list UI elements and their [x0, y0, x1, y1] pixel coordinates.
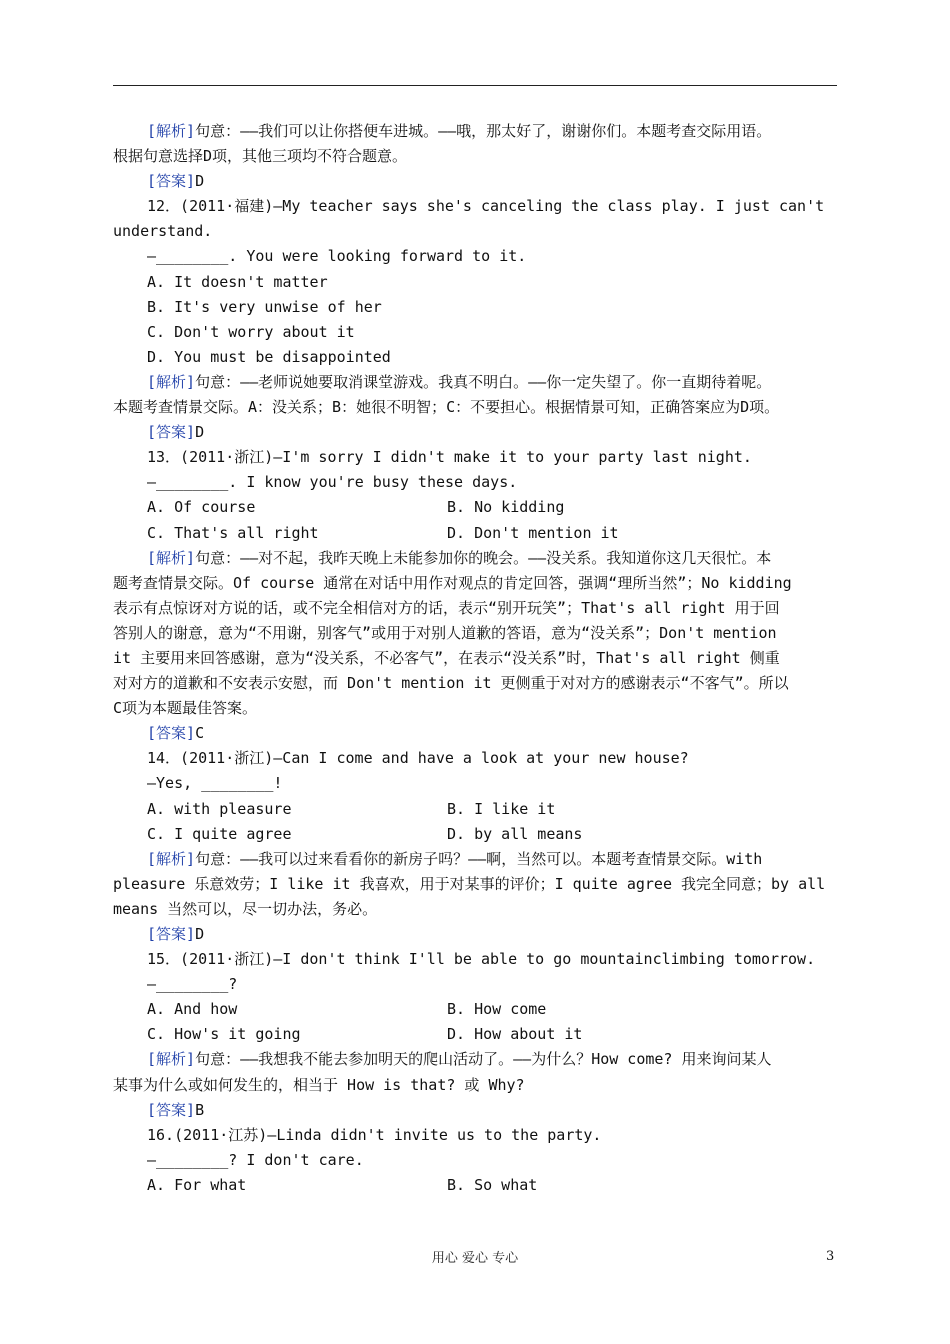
question-stem: 12．(2011·福建)—My teacher says she's canceling the class play. I just can't [147, 197, 825, 216]
question-stem: —Yes, ________! [147, 774, 283, 793]
explanation-text: 句意：——老师说她要取消课堂游戏。我真不明白。——你一定失望了。你一直期待着呢。 [195, 372, 772, 391]
explanation-label: [解析] [147, 122, 196, 140]
answer-value: C [195, 724, 205, 743]
answer-label: [答案] [147, 1100, 196, 1119]
explanation-line [113, 847, 837, 872]
question-stem: understand. [113, 222, 213, 241]
answer-line [113, 420, 837, 445]
explanation-label: [解析] [147, 1050, 196, 1069]
question-stem: —________. I know you're busy these days. [147, 473, 518, 492]
question-stem: 15．(2011·浙江)—I don't think I'll be able to go mountainclimbing tomorrow. [147, 950, 816, 969]
option-a: A. Of course [147, 498, 256, 517]
explanation-text: 句意：——对不起，我昨天晚上未能参加你的晚会。——没关系。我知道你这几天很忙。本 [195, 548, 772, 567]
option-d: D. Don't mention it [447, 523, 619, 542]
option-a: A. And how [147, 1000, 238, 1019]
answer-line [113, 922, 837, 947]
explanation-label: [解析] [147, 372, 196, 391]
option-row [113, 1173, 837, 1198]
explanation-line: pleasure 乐意效劳；I like it 我喜欢，用于对某事的评价；I quite agree 我完全同意；by all [113, 874, 826, 893]
option-b: B. So what [447, 1175, 538, 1194]
answer-value: D [195, 423, 205, 442]
answer-label: [答案] [147, 724, 196, 743]
header-rule [113, 85, 837, 86]
explanation-line: 题考查情景交际。Of course 通常在对话中用作对观点的肯定回答，强调“理所当然”；No kidding [113, 573, 792, 592]
option-row [113, 797, 837, 822]
option-c: C. I quite agree [147, 824, 292, 843]
option-d: D. How about it [447, 1025, 583, 1044]
answer-line [113, 169, 837, 194]
option-a: A. For what [147, 1175, 247, 1194]
answer-value: D [195, 172, 205, 191]
question-stem: —________? [147, 975, 238, 994]
explanation-line [113, 546, 837, 571]
explanation-line: 本题考查情景交际。A：没关系；B：她很不明智；C：不要担心。根据情景可知，正确答案应为D项。 [113, 398, 780, 417]
question-stem: —________. You were looking forward to it. [147, 247, 527, 266]
page-footer: 用心 爱心 专心 [431, 1251, 519, 1266]
answer-line [113, 721, 837, 746]
option-row [113, 521, 837, 546]
explanation-label: [解析] [147, 849, 196, 868]
explanation-line: C项为本题最佳答案。 [113, 699, 258, 718]
explanation-line: it 主要用来回答感谢，意为“没关系，不必客气”，在表示“没关系”时，That's all right 侧重 [113, 648, 780, 667]
explanation-text: 句意：——我可以过来看看你的新房子吗？——啊，当然可以。本题考查情景交际。with [195, 849, 763, 868]
option-c: C. Don't worry about it [147, 322, 355, 341]
document-body [113, 119, 837, 1198]
option-c: C. That's all right [147, 523, 319, 542]
page-number: 3 [826, 1249, 835, 1264]
option-a: A. It doesn't matter [147, 272, 328, 291]
explanation-text: 句意：——我想我不能去参加明天的爬山活动了。——为什么？How come? 用来询问某人 [195, 1050, 772, 1069]
option-b: B. I like it [447, 799, 556, 818]
option-row [113, 495, 837, 520]
option-d: D. You must be disappointed [147, 347, 391, 366]
option-b: B. It's very unwise of her [147, 297, 382, 316]
explanation-line: 对对方的道歉和不安表示安慰，而 Don't mention it 更侧重于对对方的感谢表示“不客气”。所以 [113, 674, 789, 693]
explanation-line: 答别人的谢意，意为“不用谢，别客气”或用于对别人道歉的答语，意为“没关系”；Don't mention [113, 623, 777, 642]
explanation-line [113, 119, 837, 144]
answer-line [113, 1098, 837, 1123]
answer-value: B [195, 1100, 205, 1119]
option-c: C. How's it going [147, 1025, 301, 1044]
question-stem: 13．(2011·浙江)—I'm sorry I didn't make it to your party last night. [147, 448, 752, 467]
answer-value: D [195, 925, 205, 943]
answer-label: [答案] [147, 172, 196, 191]
explanation-text: 句意：——我们可以让你搭便车进城。——哦，那太好了，谢谢你们。本题考查交际用语。 [195, 122, 772, 140]
option-a: A. with pleasure [147, 799, 292, 818]
explanation-line: 根据句意选择D项，其他三项均不符合题意。 [113, 147, 408, 166]
explanation-line: 表示有点惊讶对方说的话，或不完全相信对方的话，表示“别开玩笑”；That's all right 用于回 [113, 598, 780, 617]
explanation-line: 某事为什么或如何发生的，相当于 How is that? 或 Why? [113, 1075, 525, 1094]
option-row [113, 822, 837, 847]
option-row [113, 1022, 837, 1047]
answer-label: [答案] [147, 423, 196, 442]
option-b: B. No kidding [447, 498, 565, 517]
option-d: D. by all means [447, 824, 583, 843]
answer-label: [答案] [147, 925, 196, 943]
explanation-line [113, 370, 837, 395]
explanation-label: [解析] [147, 548, 196, 567]
question-stem: 14．(2011·浙江)—Can I come and have a look at your new house? [147, 749, 689, 768]
question-stem: 16.(2011·江苏)—Linda didn't invite us to the party. [147, 1125, 602, 1144]
option-row [113, 997, 837, 1022]
explanation-line [113, 1047, 837, 1072]
option-b: B. How come [447, 1000, 547, 1019]
explanation-line: means 当然可以，尽一切办法，务必。 [113, 899, 378, 918]
question-stem: —________? I don't care. [147, 1150, 364, 1169]
